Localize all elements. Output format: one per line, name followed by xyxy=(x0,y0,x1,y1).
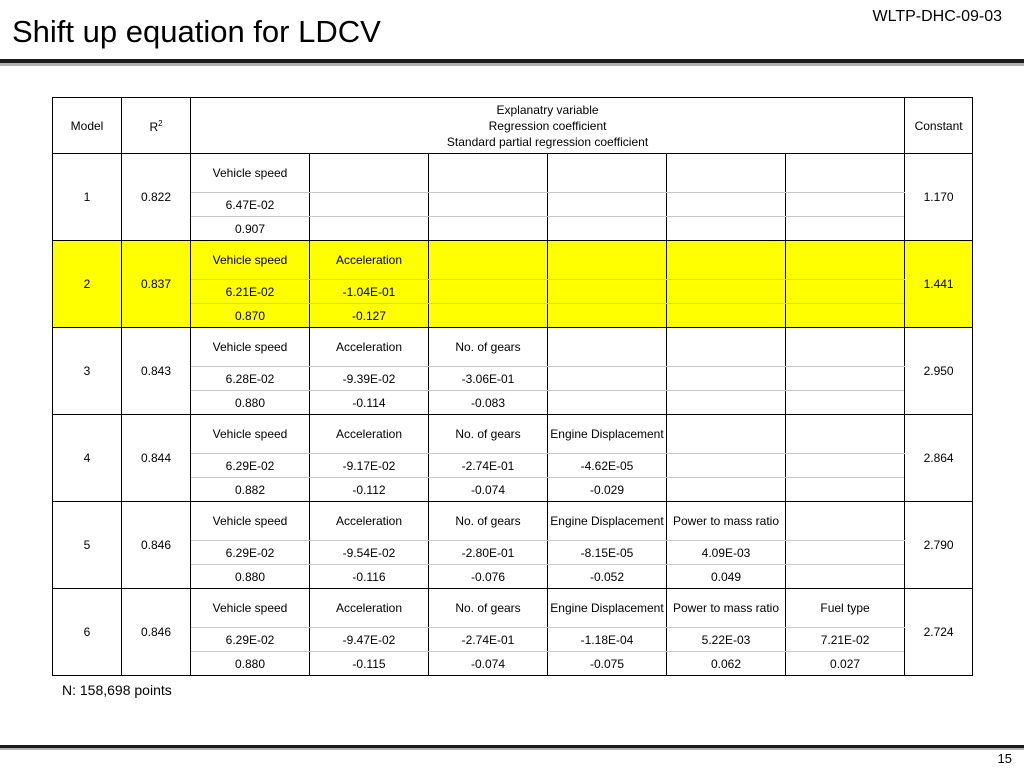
regression-coefficient-cell xyxy=(429,280,548,304)
std-coefficient-cell xyxy=(667,217,786,241)
std-coefficient-cell xyxy=(429,217,548,241)
std-coefficient-row xyxy=(53,565,973,589)
std-coefficient-cell: -0.075 xyxy=(548,652,667,676)
regression-coefficient-cell xyxy=(786,280,905,304)
regression-coefficient-cell: -4.62E-05 xyxy=(548,454,667,478)
std-coefficient-cell: 0.907 xyxy=(191,217,310,241)
variable-name-cell: Vehicle speed xyxy=(191,502,310,541)
std-coefficient-cell: -0.076 xyxy=(429,565,548,589)
header-constant: Constant xyxy=(905,98,973,154)
coefficient-row xyxy=(53,193,973,217)
variable-name-cell: Acceleration xyxy=(310,415,429,454)
regression-coefficient-cell xyxy=(548,193,667,217)
std-coefficient-cell: 0.027 xyxy=(786,652,905,676)
variable-name-cell: Vehicle speed xyxy=(191,328,310,367)
std-coefficient-cell: -0.127 xyxy=(310,304,429,328)
regression-coefficient-cell: -9.47E-02 xyxy=(310,628,429,652)
model-row xyxy=(53,154,973,193)
std-coefficient-cell xyxy=(548,391,667,415)
r2-value-cell: 0.844 xyxy=(122,415,191,502)
coefficient-row xyxy=(53,541,973,565)
model-row xyxy=(53,415,973,454)
header-r2 xyxy=(122,98,191,154)
model-row xyxy=(53,502,973,541)
regression-coefficient-cell: -3.06E-01 xyxy=(429,367,548,391)
regression-coefficient-cell xyxy=(548,367,667,391)
coefficient-row xyxy=(53,280,973,304)
variable-name-cell: Engine Displacement xyxy=(548,415,667,454)
std-coefficient-cell: -0.074 xyxy=(429,478,548,502)
std-coefficient-cell xyxy=(786,478,905,502)
variable-name-cell xyxy=(548,241,667,280)
std-coefficient-cell xyxy=(548,217,667,241)
variable-name-cell xyxy=(667,154,786,193)
std-coefficient-cell: 0.062 xyxy=(667,652,786,676)
constant-value-cell: 2.950 xyxy=(905,328,973,415)
variable-name-cell xyxy=(667,241,786,280)
r2-value-cell: 0.837 xyxy=(122,241,191,328)
regression-coefficient-cell xyxy=(786,454,905,478)
regression-coefficient-cell: -2.74E-01 xyxy=(429,628,548,652)
header-r2-base: R xyxy=(149,120,159,134)
variable-name-cell: Vehicle speed xyxy=(191,589,310,628)
regression-coefficient-cell: -9.54E-02 xyxy=(310,541,429,565)
regression-coefficient-cell: 7.21E-02 xyxy=(786,628,905,652)
document-id: WLTP-DHC-09-03 xyxy=(872,8,1002,25)
std-coefficient-cell xyxy=(786,304,905,328)
coefficient-row xyxy=(53,628,973,652)
std-coefficient-cell xyxy=(786,391,905,415)
std-coefficient-cell: 0.880 xyxy=(191,391,310,415)
variable-name-cell: Acceleration xyxy=(310,589,429,628)
model-row xyxy=(53,589,973,628)
header-model: Model xyxy=(53,98,122,154)
variable-name-cell: Fuel type xyxy=(786,589,905,628)
regression-coefficient-cell: -2.80E-01 xyxy=(429,541,548,565)
r2-value-cell: 0.843 xyxy=(122,328,191,415)
model-number-cell: 1 xyxy=(53,154,122,241)
variable-name-cell xyxy=(548,328,667,367)
constant-value-cell: 2.790 xyxy=(905,502,973,589)
std-coefficient-cell: 0.870 xyxy=(191,304,310,328)
std-coefficient-cell: 0.880 xyxy=(191,565,310,589)
variable-name-cell: Acceleration xyxy=(310,328,429,367)
page-title: Shift up equation for LDCV xyxy=(12,14,381,49)
regression-coefficient-cell xyxy=(310,193,429,217)
std-coefficient-row xyxy=(53,391,973,415)
variable-name-cell: Vehicle speed xyxy=(191,154,310,193)
regression-coefficient-cell: 6.47E-02 xyxy=(191,193,310,217)
variable-name-cell: No. of gears xyxy=(429,328,548,367)
header-explanatory-line1: Explanatry variable xyxy=(496,102,599,117)
std-coefficient-cell xyxy=(548,304,667,328)
regression-coefficient-cell: -9.39E-02 xyxy=(310,367,429,391)
variable-name-cell: Engine Displacement xyxy=(548,589,667,628)
regression-coefficient-cell: 6.29E-02 xyxy=(191,541,310,565)
constant-value-cell: 2.864 xyxy=(905,415,973,502)
std-coefficient-cell: -0.074 xyxy=(429,652,548,676)
variable-name-cell: Engine Displacement xyxy=(548,502,667,541)
std-coefficient-cell xyxy=(667,478,786,502)
variable-name-cell: Vehicle speed xyxy=(191,241,310,280)
r2-value-cell: 0.846 xyxy=(122,502,191,589)
std-coefficient-cell xyxy=(786,217,905,241)
std-coefficient-cell: -0.115 xyxy=(310,652,429,676)
regression-coefficient-cell: 6.28E-02 xyxy=(191,367,310,391)
model-number-cell: 6 xyxy=(53,589,122,676)
std-coefficient-cell xyxy=(667,391,786,415)
variable-name-cell: Acceleration xyxy=(310,502,429,541)
regression-coefficient-cell xyxy=(786,541,905,565)
model-number-cell: 5 xyxy=(53,502,122,589)
variable-name-cell: No. of gears xyxy=(429,589,548,628)
variable-name-cell: No. of gears xyxy=(429,502,548,541)
std-coefficient-cell: -0.116 xyxy=(310,565,429,589)
variable-name-cell: Acceleration xyxy=(310,241,429,280)
variable-name-cell xyxy=(786,328,905,367)
std-coefficient-row xyxy=(53,217,973,241)
regression-coefficient-cell xyxy=(667,367,786,391)
variable-name-cell xyxy=(786,502,905,541)
header-explanatory-line3: Standard partial regression coefficient xyxy=(446,134,649,149)
header-r2-sup: 2 xyxy=(158,119,163,128)
top-divider-shadow xyxy=(0,63,1024,66)
variable-name-cell xyxy=(548,154,667,193)
constant-value-cell: 2.724 xyxy=(905,589,973,676)
regression-coefficient-cell: 5.22E-03 xyxy=(667,628,786,652)
regression-coefficient-cell xyxy=(786,193,905,217)
std-coefficient-row xyxy=(53,652,973,676)
model-row xyxy=(53,241,973,280)
r2-value-cell: 0.846 xyxy=(122,589,191,676)
std-coefficient-cell xyxy=(786,565,905,589)
regression-coefficient-cell xyxy=(429,193,548,217)
variable-name-cell xyxy=(786,241,905,280)
regression-coefficient-cell xyxy=(667,454,786,478)
coefficient-row xyxy=(53,454,973,478)
std-coefficient-cell: -0.112 xyxy=(310,478,429,502)
std-coefficient-cell: 0.049 xyxy=(667,565,786,589)
variable-name-cell: Vehicle speed xyxy=(191,415,310,454)
regression-coefficient-cell xyxy=(786,367,905,391)
regression-coefficient-cell: -1.18E-04 xyxy=(548,628,667,652)
regression-table xyxy=(52,97,973,676)
std-coefficient-row xyxy=(53,304,973,328)
variable-name-cell xyxy=(429,241,548,280)
regression-coefficient-cell: 6.21E-02 xyxy=(191,280,310,304)
variable-name-cell xyxy=(786,415,905,454)
model-number-cell: 3 xyxy=(53,328,122,415)
page-number: 15 xyxy=(997,751,1012,766)
std-coefficient-cell xyxy=(310,217,429,241)
variable-name-cell xyxy=(667,415,786,454)
constant-value-cell: 1.170 xyxy=(905,154,973,241)
regression-coefficient-cell xyxy=(548,280,667,304)
variable-name-cell xyxy=(667,328,786,367)
std-coefficient-cell: -0.029 xyxy=(548,478,667,502)
regression-coefficient-cell xyxy=(667,193,786,217)
r2-value-cell: 0.822 xyxy=(122,154,191,241)
regression-coefficient-cell: -9.17E-02 xyxy=(310,454,429,478)
variable-name-cell: Power to mass ratio xyxy=(667,502,786,541)
variable-name-cell: No. of gears xyxy=(429,415,548,454)
model-number-cell: 4 xyxy=(53,415,122,502)
std-coefficient-cell: -0.052 xyxy=(548,565,667,589)
variable-name-cell: Power to mass ratio xyxy=(667,589,786,628)
constant-value-cell: 1.441 xyxy=(905,241,973,328)
regression-coefficient-cell: 6.29E-02 xyxy=(191,454,310,478)
header-row xyxy=(53,98,973,154)
regression-coefficient-cell: -2.74E-01 xyxy=(429,454,548,478)
std-coefficient-cell xyxy=(429,304,548,328)
header-explanatory-line2: Regression coefficient xyxy=(488,118,607,133)
std-coefficient-cell: 0.882 xyxy=(191,478,310,502)
regression-coefficient-cell: -1.04E-01 xyxy=(310,280,429,304)
model-row xyxy=(53,328,973,367)
variable-name-cell xyxy=(786,154,905,193)
std-coefficient-cell: -0.114 xyxy=(310,391,429,415)
model-number-cell: 2 xyxy=(53,241,122,328)
std-coefficient-cell: -0.083 xyxy=(429,391,548,415)
regression-coefficient-cell xyxy=(667,280,786,304)
regression-coefficient-cell: 4.09E-03 xyxy=(667,541,786,565)
bottom-divider-shadow xyxy=(0,748,1024,750)
sample-size-note: N: 158,698 points xyxy=(62,682,172,698)
variable-name-cell xyxy=(310,154,429,193)
variable-name-cell xyxy=(429,154,548,193)
std-coefficient-row xyxy=(53,478,973,502)
regression-coefficient-cell: 6.29E-02 xyxy=(191,628,310,652)
std-coefficient-cell: 0.880 xyxy=(191,652,310,676)
regression-coefficient-cell: -8.15E-05 xyxy=(548,541,667,565)
std-coefficient-cell xyxy=(667,304,786,328)
coefficient-row xyxy=(53,367,973,391)
header-explanatory xyxy=(191,98,905,154)
